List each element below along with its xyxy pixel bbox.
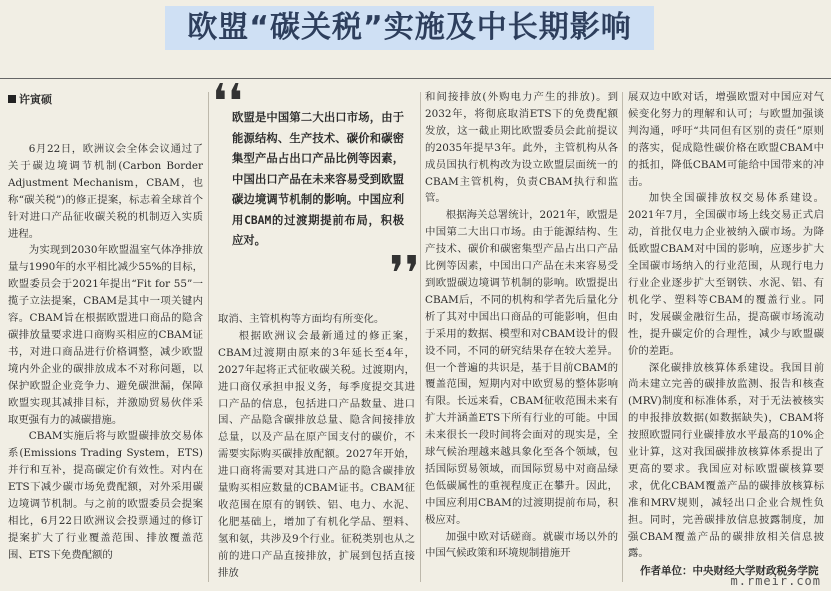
paragraph: CBAM实施后将与欧盟碳排放交易体系(Emissions Trading System，ETS)并行和互补，提高碳定价有效性。对内在ETS下减少碳市场免费配额，对外采用碳边境调节机制。与之前的欧盟委员会提案相比，6月22日欧洲议会投票通过的修订提案扩大了行业覆盖范围、排放覆盖范围、ETS下免费配额的 [8, 430, 203, 561]
byline [8, 89, 203, 111]
column-1 [8, 89, 203, 579]
open-quote-icon: ❛❛ [212, 74, 243, 130]
paragraph: 展双边中欧对话，增强欧盟对中国应对气候变化努力的理解和认可；与欧盟加强谈判沟通，呼吁“共同但有区别的责任”原则的落实，促成隐性碳价格在欧盟CBAM中的抵扣，降低CBAM可能给中国带来的冲击。 [628, 91, 824, 188]
spacer [8, 111, 203, 141]
pull-quote [212, 74, 420, 302]
paragraph: 6月22日，欧洲议会全体会议通过了关于碳边境调节机制(Carbon Border Adjustment Mechanism，CBAM，也称“碳关税”)的修正提案，标志着全球首个针对进口产品征收碳关税的机制迈入实质进程。 [8, 143, 203, 240]
paragraph: 加快全国碳排放权交易体系建设。2021年7月，全国碳市场上线交易正式启动，首批仅电力企业被纳入碳市场。为降低欧盟CBAM对中国的影响，应逐步扩大全国碳市场纳入的行业范围，从现行电力行业企业逐步扩大至钢铁、水泥、铝、有机化学、塑料等CBAM的覆盖行业。同时，发展碳金融衍生品，提高碳市场流动性，提升碳定价的合理性，减少与欧盟碳价的差距。 [628, 192, 824, 357]
column-3 [425, 89, 618, 579]
column-4 [628, 89, 824, 559]
top-rule [0, 78, 831, 79]
column-2 [218, 311, 415, 579]
pull-quote-text: 欧盟是中国第二大出口市场，由于能源结构、生产技术、碳价和碳密集型产品占出口产品比例等因素，中国出口产品在未来容易受到欧盟碳边境调节机制的影响。中国应利用CBAM的过渡期提前布局，积极应对。 [232, 111, 404, 247]
column-divider [622, 92, 623, 582]
paragraph: 和间接排放(外购电力产生的排放)。到2032年，将彻底取消ETS下的免费配额发放，这一截止期比欧盟委员会此前提议的2035年提早3年。此外，主管机构从各成员国执行机构改为设立欧盟层面统一的CBAM主管机构，负责CBAM执行和监管。 [425, 91, 618, 205]
close-quote-icon: ❜❜ [389, 246, 420, 302]
paragraph: 深化碳排放核算体系建设。我国目前尚未建立完善的碳排放监测、报告和核查(MRV)制度和标准体系，对于无法被核实的申报排放数据(如数据缺失)，CBAM将按照欧盟同行业碳排放水平最高的10%企业计算，这对我国碳排放核算体系提出了更高的要求。我国应对标欧盟碳核算要求，优化CBAM覆盖产品的碳排放核算标准和MRV规则，减轻出口企业合规性负担。同时，完善碳排放信息披露制度，加强CBAM覆盖产品的碳排放相关信息披露。 [628, 361, 824, 559]
watermark: m.rmeir.com [730, 574, 821, 588]
paragraph: 取消、主管机构等方面均有所变化。 [218, 313, 385, 325]
column-divider [208, 92, 209, 582]
paragraph: 根据海关总署统计，2021年，欧盟是中国第二大出口市场。由于能源结构、生产技术、碳价和碳密集型产品占出口产品比例等因素，中国出口产品在未来容易受到欧盟碳边境调节机制的影响。欧盟提出CBAM后，不同的机构和学者先后量化分析了其对中国出口商品的可能影响，但由于采用的数据、模型和对CBAM设计的假设不同，不同的研究结果存在较大差异。但一个普遍的共识是，基于目前CBAM的覆盖范围，短期内对中欧贸易的整体影响有限。长远来看，CBAM征收范围未来有扩大并涵盖ETS下所有行业的可能。中国未来很长一段时间将会面对的现实是，全球气候治理越来越具象化至各个领域，包括国际贸易领域，而国际贸易中对商品绿色低碳属性的重视程度正在攀升。因此，中国应利用CBAM的过渡期提前布局，积极应对。 [425, 209, 618, 526]
column-divider [420, 92, 421, 582]
page-title: 欧盟“碳关税”实施及中长期影响 [165, 6, 654, 50]
paragraph: 加强中欧对话磋商。就碳市场以外的中国气候政策和环境规制措施开 [425, 530, 618, 560]
byline-author: 许寅硕 [19, 93, 52, 106]
byline-square-icon [8, 95, 16, 103]
author-affiliation: 作者单位：中央财经大学财政税务学院 [640, 565, 819, 577]
paragraph: 为实现到2030年欧盟温室气体净排放量与1990年的水平相比减少55%的目标，欧盟委员会于2021年提出“Fit for 55”一揽子立法提案，CBAM是其中一项关键内容。CBAM旨在根据欧盟进口商品的隐含碳排放量要求进口商购买相应的CBAM证书，对进口商品进行价格调整，减少欧盟境内外企业的碳排放成本不对称问题，以保护欧盟企业竞争力、避免碳泄漏，保障欧盟实现其减排目标，并激励贸易伙伴采取更强有力的减碳措施。 [8, 244, 203, 426]
paragraph: 根据欧洲议会最新通过的修正案，CBAM过渡期由原来的3年延长至4年，2027年起将正式征收碳关税。过渡期内，进口商仅承担申报义务，每季度提交其进口产品的信息，包括进口产品数量、进口国、产品隐含碳排放总量、隐含间接排放总量，以及产品在原产国支付的碳价，不需要实际购买碳排放配额。2027年开始，进口商将需要对其进口产品的隐含碳排放量购买相应数量的CBAM证书。CBAM征收范围在原有的钢铁、铝、电力、水泥、化肥基础上，增加了有机化学品、塑料、氢和氨，共涉及9个行业。征税类别也从之前的进口产品直接排放，扩展到包括直接排放 [218, 329, 415, 579]
